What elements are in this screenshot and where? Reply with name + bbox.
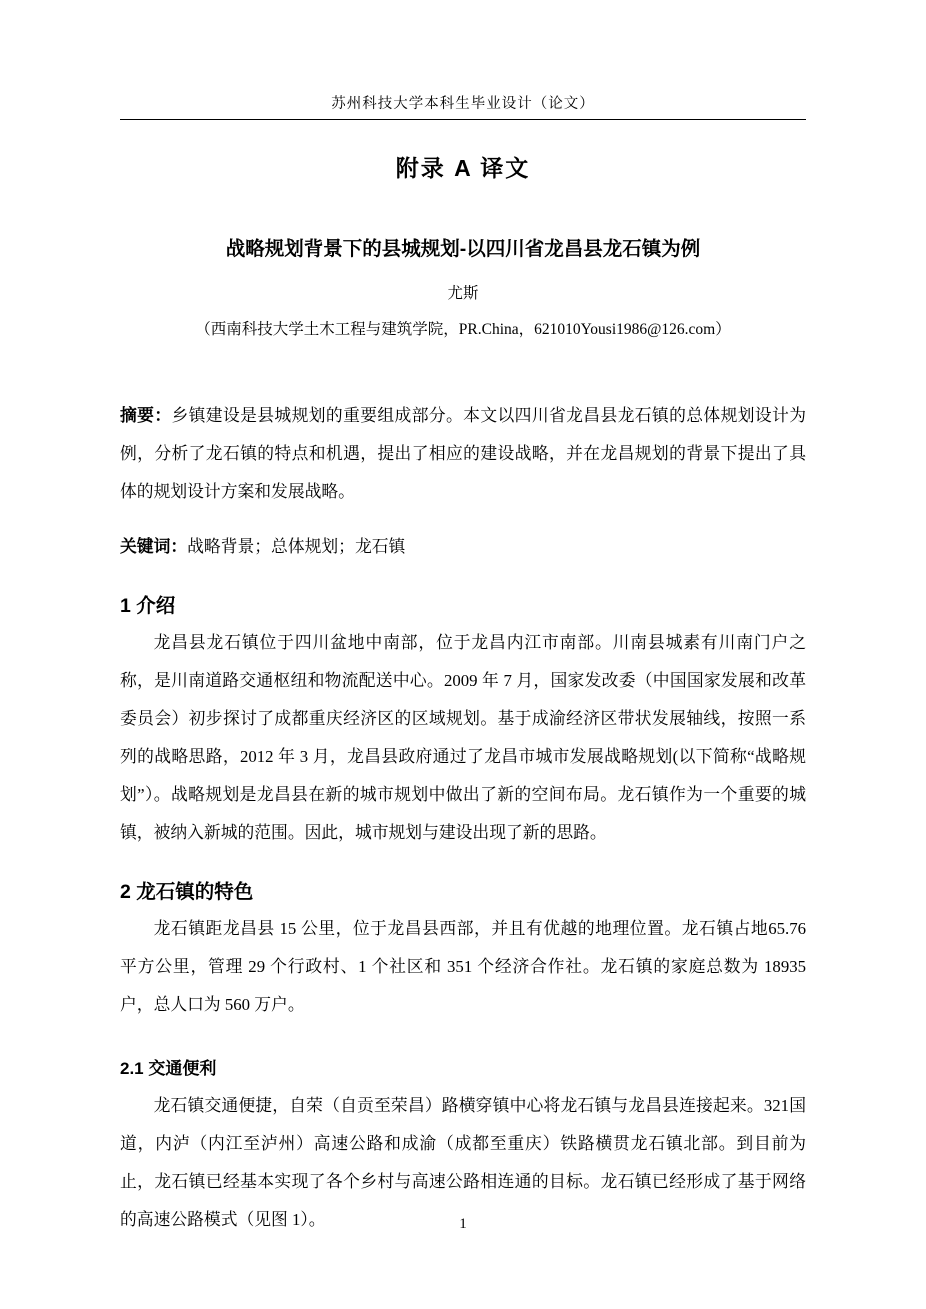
page-number: 1 [459, 1216, 467, 1232]
author-name: 尤斯 [447, 285, 479, 302]
abstract-paragraph [120, 397, 806, 511]
paper-title: 战略规划背景下的县城规划-以四川省龙昌县龙石镇为例 [225, 238, 701, 260]
keywords-line [120, 528, 806, 566]
section-heading-transportation: 2.1 交通便利 [120, 1058, 217, 1078]
keywords-text: 战略背景；总体规划；龙石镇 [187, 536, 406, 556]
section-paragraph: 龙石镇距龙昌县 15 公里，位于龙昌县西部，并且有优越的地理位置。龙石镇占地65.76 平方公里，管理 29 个行政村、1 个社区和 351 个经济合作社。龙石镇的家庭总数为 18935 户，总人口为 560 万户。 [120, 918, 806, 1014]
keywords-label: 关键词： [120, 536, 188, 556]
abstract-label: 摘要： [120, 406, 172, 425]
section-paragraph: 龙昌县龙石镇位于四川盆地中南部，位于龙昌内江市南部。川南县城素有川南门户之称，是川南道路交通枢纽和物流配送中心。2009 年 7 月，国家发改委（中国国家发展和改革委员会）初步探讨了成都重庆经济区的区域规划。基于成渝经济区带状发展轴线，按照一系列的战略思路，2012 年 3 月，龙昌县政府通过了龙昌市城市发展战略规划(以下简称“战略规划”）。战略规划是龙昌县在新的城市规划中做出了新的空间布局。龙石镇作为一个重要的城镇，被纳入新城的范围。因此，城市规划与建设出现了新的思路。 [120, 632, 806, 842]
running-header: 苏州科技大学本科生毕业设计（论文） [120, 92, 806, 120]
abstract-text: 乡镇建设是县城规划的重要组成部分。本文以四川省龙昌县龙石镇的总体规划设计为例，分析了龙石镇的特点和机遇，提出了相应的建设战略，并在龙昌规划的背景下提出了具体的规划设计方案和发展战略。 [120, 406, 806, 501]
author-affiliation: （西南科技大学土木工程与建筑学院，PR.China，621010Yousi1986@126.com） [195, 321, 731, 338]
appendix-title: 附录 A 译文 [395, 155, 531, 181]
section-heading-introduction: 1 介绍 [120, 594, 176, 617]
section-heading-town-features: 2 龙石镇的特色 [120, 880, 254, 903]
section-paragraph: 龙石镇交通便捷，自荣（自贡至荣昌）路横穿镇中心将龙石镇与龙昌县连接起来。321国道，内泸（内江至泸州）高速公路和成渝（成都至重庆）铁路横贯龙石镇北部。到目前为止，龙石镇已经基本实现了各个乡村与高速公路相连通的目标。龙石镇已经形成了基于网络的高速公路模式（见图 1）。 [120, 1095, 806, 1229]
